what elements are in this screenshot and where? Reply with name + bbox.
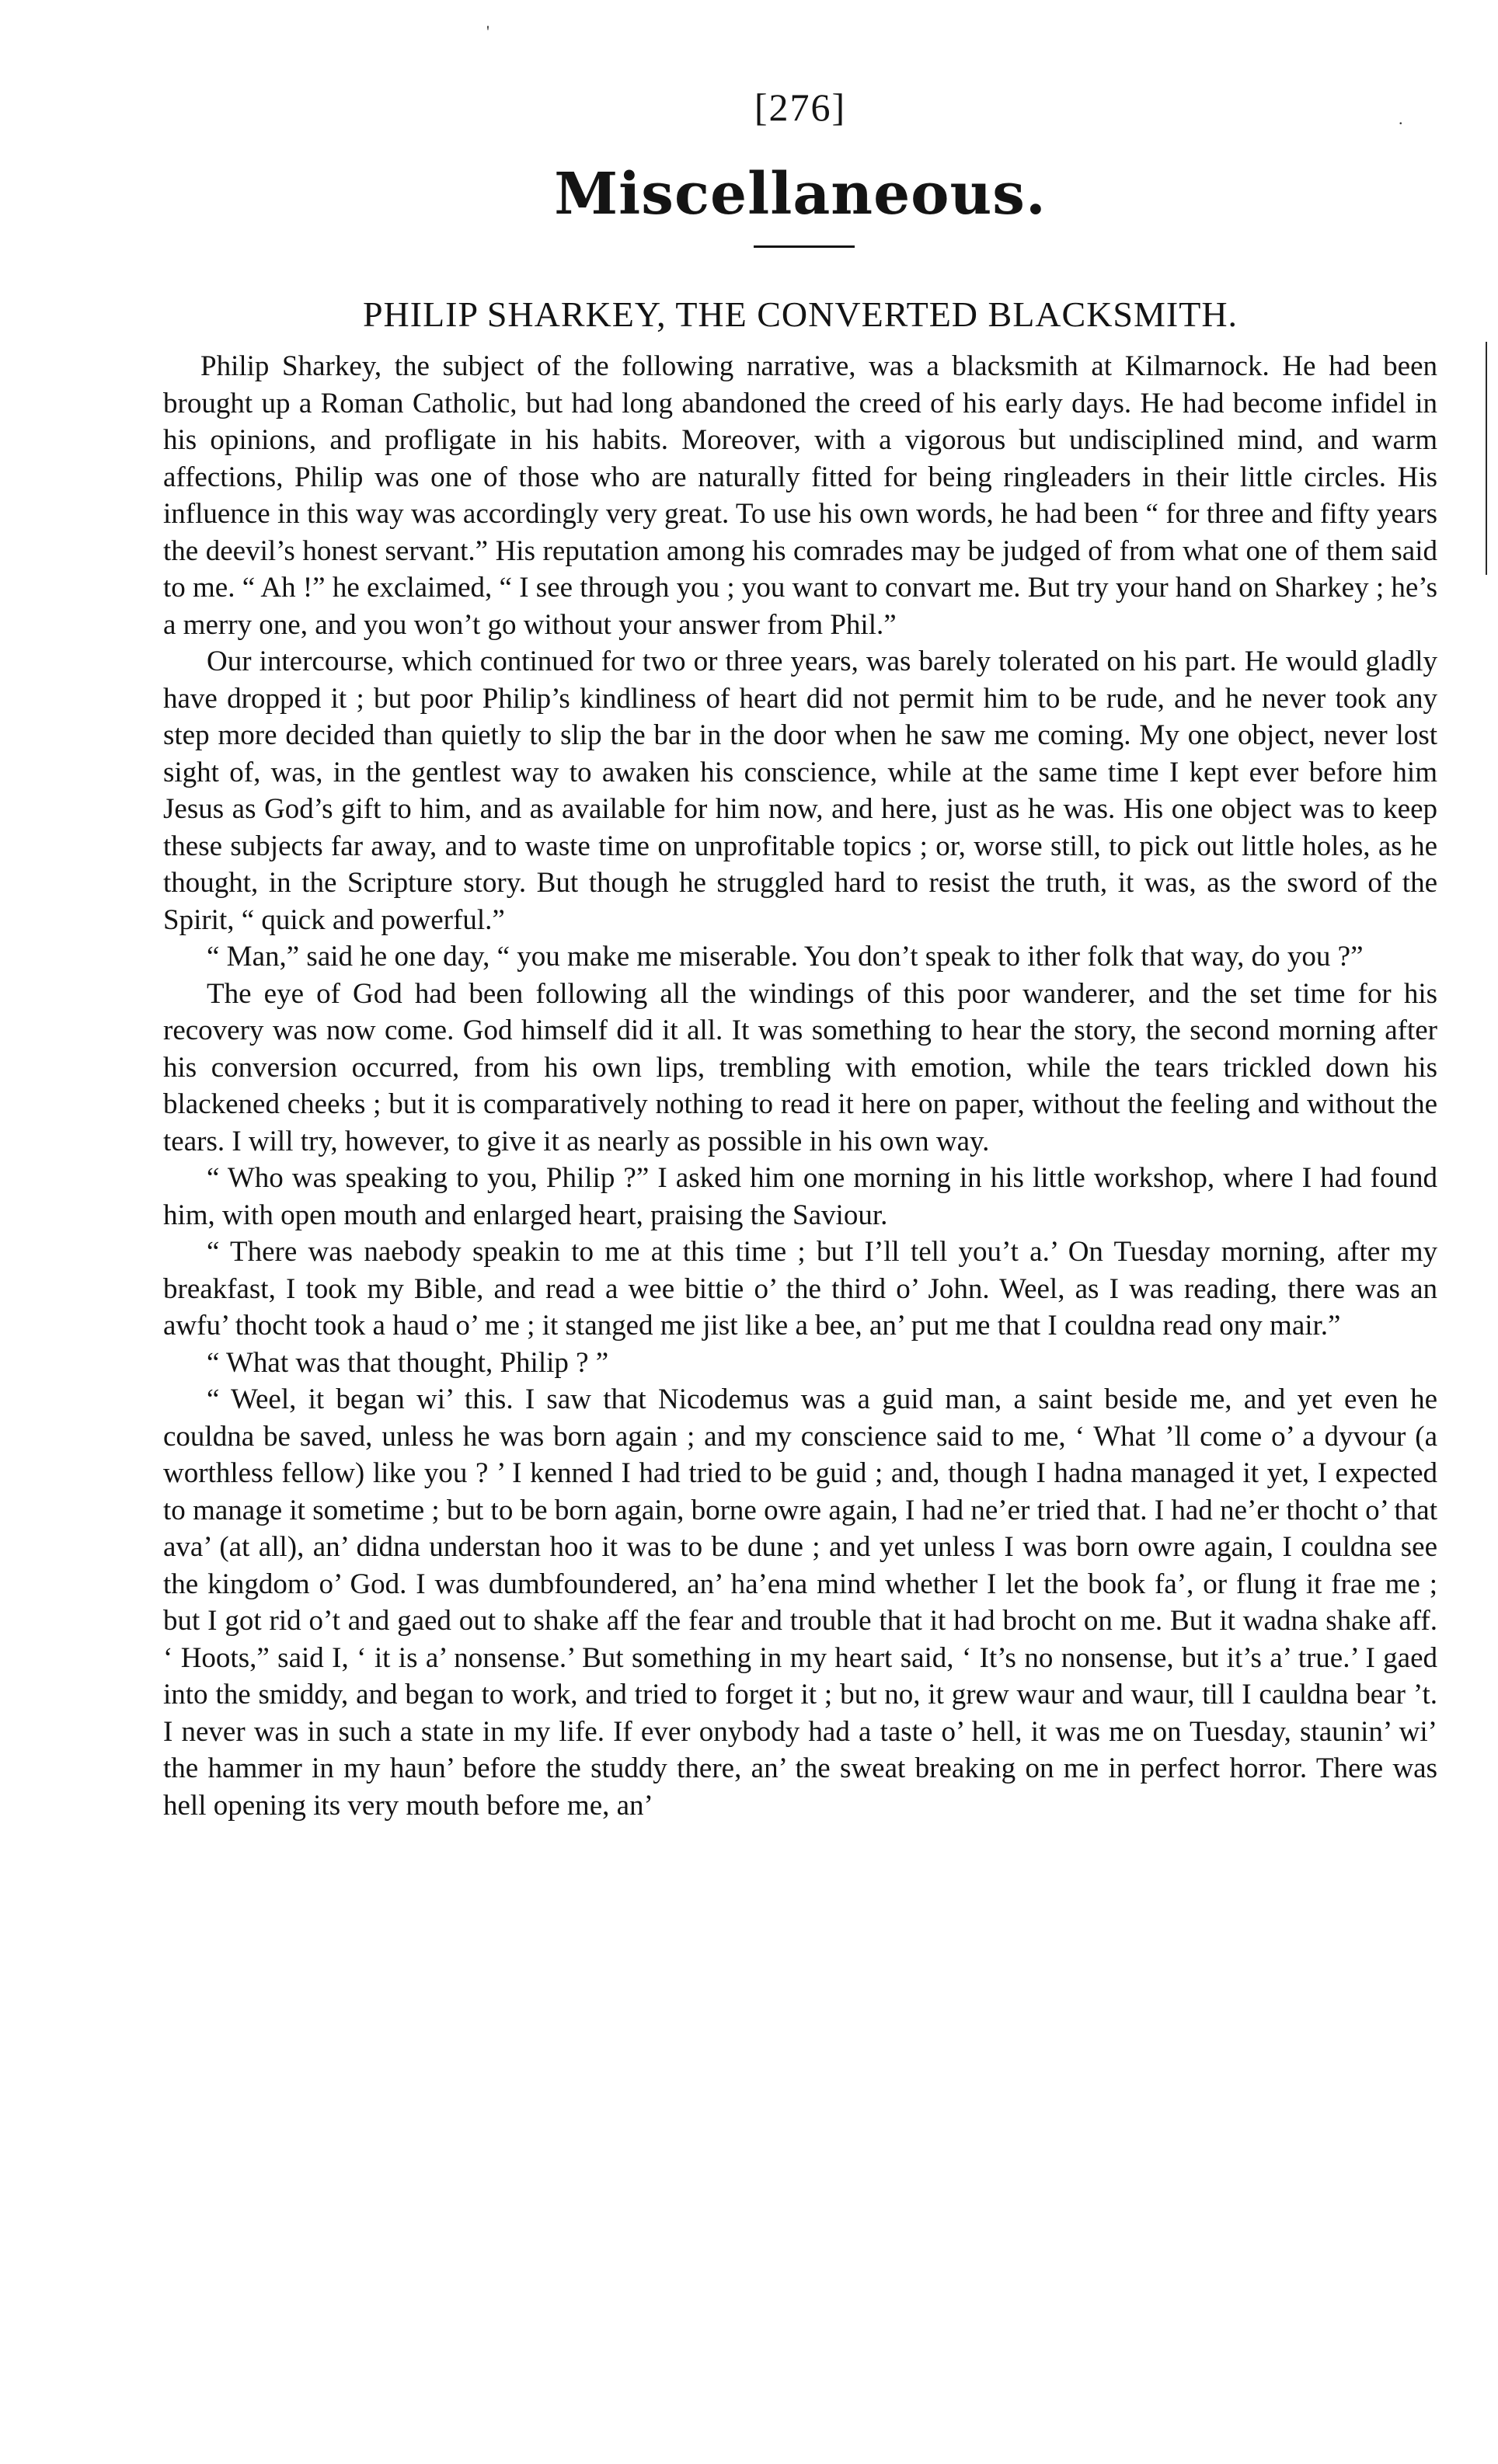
paragraph: The eye of God had been following all the windings of this poor wanderer, and the set time for his recovery was now come. God himself did it all. It was something to hear the story, the second morning after his conversion occurred, from his own lips, trembling with emotion, while the tears trickled down his blackened cheeks ; but it is comparatively nothing to read it here on paper, without the feeling and without the tears. I will try, however, to give it as nearly as possible in his own way. — [163, 977, 1437, 1157]
print-speck: ' — [486, 22, 489, 41]
print-speck: . — [1399, 109, 1403, 128]
paragraph: Our intercourse, which continued for two or three years, was barely tolerated on his part. He would gladly have dropped it ; but poor Philip’s kindliness of heart did not permit him to be rude, and he never took any step more decided than quietly to slip the bar in the door when he saw me coming. My one object, never lost sight of, was, in the gentlest way to awaken his conscience, while at the same time I kept ever before him Jesus as God’s gift to him, and as available for him now, and here, just as he was. His one object was to keep these subjects far away, and to waste time on unprofitable topics ; or, worse still, to pick out little holes, as he thought, in the Scripture story. But though he struggled hard to resist the truth, it was, as the sword of the Spirit, “ quick and powerful.” — [163, 646, 1437, 936]
page-number: [276] — [754, 85, 847, 129]
paragraph: “ Who was speaking to you, Philip ?” I asked him one morning in his little workshop, where I had found him, with open mouth and enlarged heart, praising the Saviour. — [163, 1162, 1437, 1231]
article-body — [163, 348, 1437, 1824]
paragraph: “ Man,” said he one day, “ you make me miserable. You don’t speak to ither folk that way, do you ?” — [207, 941, 1364, 973]
paragraph: “ Weel, it began wi’ this. I saw that Nicodemus was a guid man, a saint beside me, and yet even he couldna be saved, unless he was born again ; and my conscience said to me, ‘ What ’ll come o’ a dyvour (a worthless fellow) like you ? ’ I kenned I had tried to be guid ; and, though I hadna managed it yet, I expected to manage it sometime ; but to be born again, borne owre again, I had ne’er tried that. I had ne’er thocht o’ that ava’ (at all), an’ didna understan hoo it was to be dune ; and yet unless I was born owre again, I couldna see the kingdom o’ God. I was dumbfoundered, an’ ha’ena mind whether I let the book fa’, or flung it frae me ; but I got rid o’t and gaed out to shake aff the fear and trouble that it had brocht on me. But it wadna shake aff. ‘ Hoots,” said I, ‘ it is a’ nonsense.’ But something in my heart said, ‘ It’s no nonsense, but it’s a’ true.’ I gaed into the smiddy, and began to work, and tried to forget it ; but no, it grew waur and waur, till I cauldna bear ’t. I never was in such a state in my life. If ever onybody had a taste o’ hell, it was me on Tuesday, staunin’ wi’ the hammer in my haun’ before the studdy there, an’ the sweat breaking on me in perfect horror. There was hell opening its very mouth before me, an’ — [163, 1383, 1437, 1822]
section-heading: Miscellaneous. — [554, 161, 1047, 228]
page-edge-rule — [1486, 342, 1487, 575]
paragraph: “ There was naebody speakin to me at this time ; but I’ll tell you’t a.’ On Tuesday morning, after my breakfast, I took my Bible, and read a wee bittie o’ the third o’ John. Weel, as I was reading, there was an awfu’ thocht took a haud o’ me ; it stanged me jist like a bee, an’ put me that I couldna read ony mair.” — [163, 1236, 1437, 1342]
heading-rule — [754, 245, 855, 248]
paragraph: Philip Sharkey, the subject of the following narrative, was a blacksmith at Kilmarnock. He had been brought up a Roman Catholic, but had long abandoned the creed of his early days. He had become infidel in his opinions, and profligate in his habits. Moreover, with a vigorous but undisciplined mind, and warm affections, Philip was one of those who are naturally fitted for being ringleaders in their little circles. His influence in this way was accordingly very great. To use his own words, he had been “ for three and fifty years the deevil’s honest servant.” His reputation among his comrades may be judged of from what one of them said to me. “ Ah !” he exclaimed, “ I see through you ; you want to convart me. But try your hand on Sharkey ; he’s a merry one, and you won’t go without your answer from Phil.” — [163, 350, 1437, 641]
article-title: PHILIP SHARKEY, THE CONVERTED BLACKSMITH. — [362, 294, 1238, 334]
paragraph: “ What was that thought, Philip ? ” — [207, 1346, 609, 1379]
